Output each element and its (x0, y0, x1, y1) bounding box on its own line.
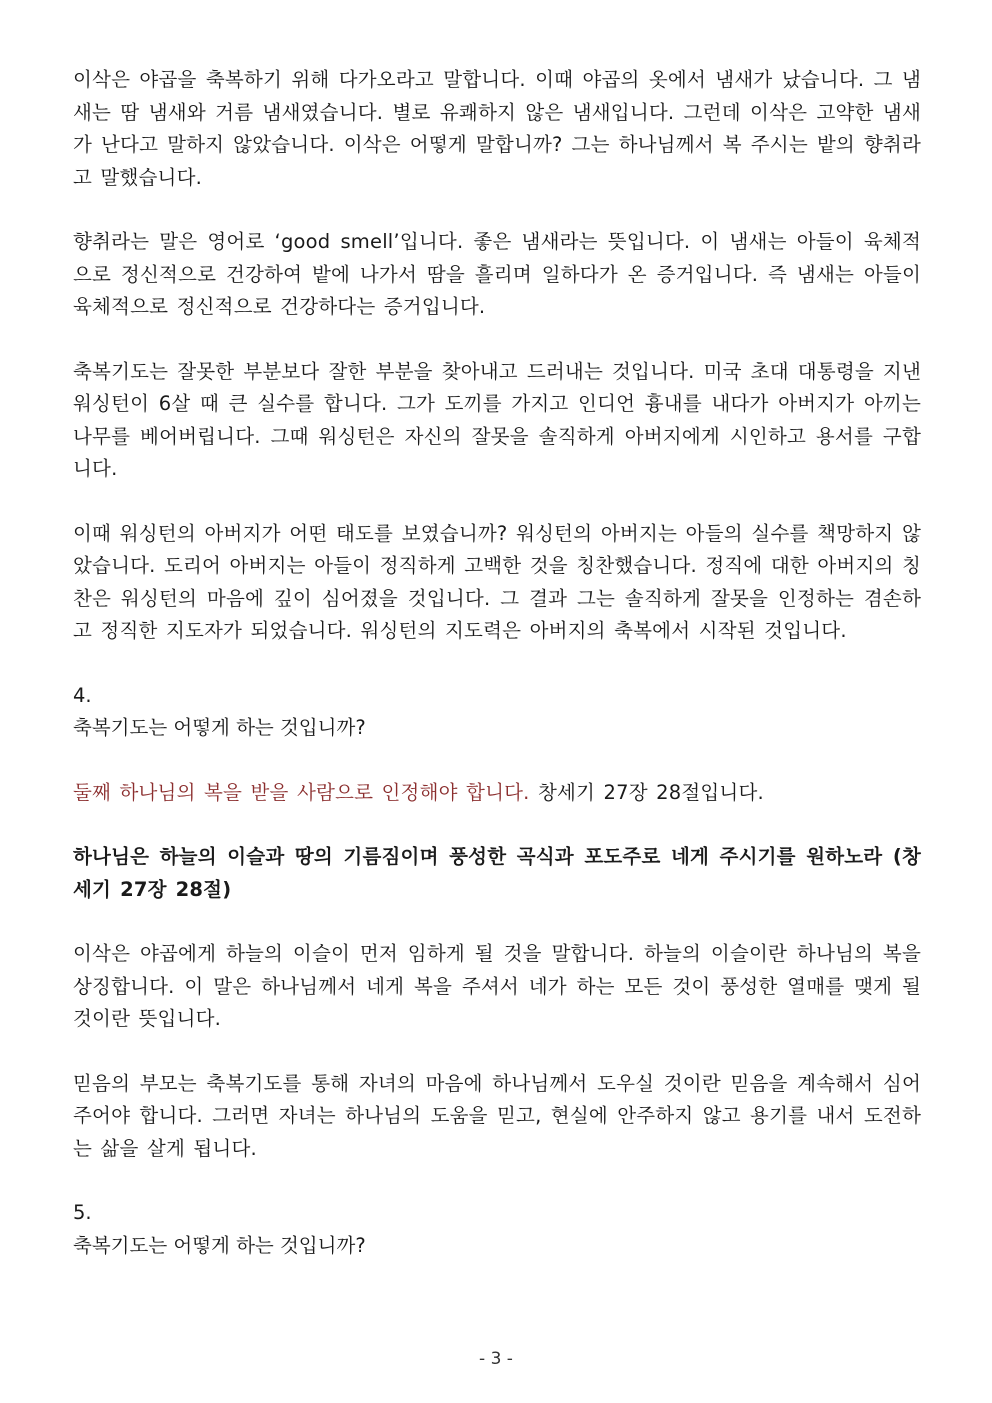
section-question-4: 축복기도는 어떻게 하는 것입니까? (73, 716, 366, 739)
section-question-5: 축복기도는 어떻게 하는 것입니까? (73, 1233, 366, 1257)
paragraph-second-point (73, 777, 921, 810)
paragraph-washington-mistake: 축복기도는 잘못한 부분보다 잘한 부분을 찾아내고 드러내는 것입니다. 미국 초대 대통령을 지낸 워싱턴이 6살 때 큰 실수를 합니다. 그가 도끼를 가지고 인디언 흉내를 내다가 아버지가 아끼는 나무를 베어버립니다. 그때 워싱턴은 자신의 잘못을 솔직하게 아버지에게 시인하고 용서를 구합니다. (73, 359, 921, 480)
paragraph-washington-father: 이때 워싱턴의 아버지가 어떤 태도를 보였습니까? 워싱턴의 아버지는 아들의 실수를 책망하지 않았습니다. 도리어 아버지는 아들이 정직하게 고백한 것을 칭찬했습니다. 정직에 대한 아버지의 칭찬은 워싱턴의 마음에 깊이 심어졌을 것입니다. 그 결과 그는 솔직하게 잘못을 인정하는 겸손하고 정직한 지도자가 되었습니다. 워싱턴의 지도력은 아버지의 축복에서 시작된 것입니다. (73, 521, 921, 642)
paragraph-faithful-parents: 믿음의 부모는 축복기도를 통해 자녀의 마음에 하나님께서 도우실 것이란 믿음을 계속해서 심어주어야 합니다. 그러면 자녀는 하나님의 도움을 믿고, 현실에 안주하지 않고 용기를 내서 도전하는 삶을 살게 됩니다. (73, 1071, 921, 1160)
section-number-4: 4. (73, 683, 92, 707)
highlighted-point: 둘째 하나님의 복을 받을 사람으로 인정해야 합니다. (73, 780, 530, 804)
paragraph-dew-of-heaven: 이삭은 야곱에게 하늘의 이슬이 먼저 임하게 될 것을 말합니다. 하늘의 이슬이란 하나님의 복을 상징합니다. 이 말은 하나님께서 네게 복을 주셔서 네가 하는 모든 것이 풍성한 열매를 맺게 될 것이란 뜻입니다. (73, 942, 921, 1030)
scripture-reference: 창세기 27장 28절입니다. (529, 780, 764, 804)
paragraph-good-smell: 향취라는 말은 영어로 ‘good smell’입니다. 좋은 냄새라는 뜻입니다. 이 냄새는 아들이 육체적으로 정신적으로 건강하여 밭에 나가서 땀을 흘리며 일하다가 온 증거입니다. 즉 냄새는 아들이 육체적으로 정신적으로 건강하다는 증거입니다. (73, 230, 921, 318)
document-body (73, 64, 921, 1294)
section-number-5: 5. (73, 1201, 92, 1224)
page-number: - 3 - (479, 1349, 513, 1369)
bible-verse: 하나님은 하늘의 이슬과 땅의 기름짐이며 풍성한 곡식과 포도주로 네게 주시기를 원하노라 (창세기 27장 28절) (73, 845, 921, 901)
paragraph-isaac-smell: 이삭은 야곱을 축복하기 위해 다가오라고 말합니다. 이때 야곱의 옷에서 냄새가 났습니다. 그 냄새는 땀 냄새와 거름 냄새였습니다. 별로 유쾌하지 않은 냄새입니다. 그런데 이삭은 고약한 냄새가 난다고 말하지 않았습니다. 이삭은 어떻게 말합니까? 그는 하나님께서 복 주시는 밭의 향취라고 말했습니다. (73, 68, 921, 189)
